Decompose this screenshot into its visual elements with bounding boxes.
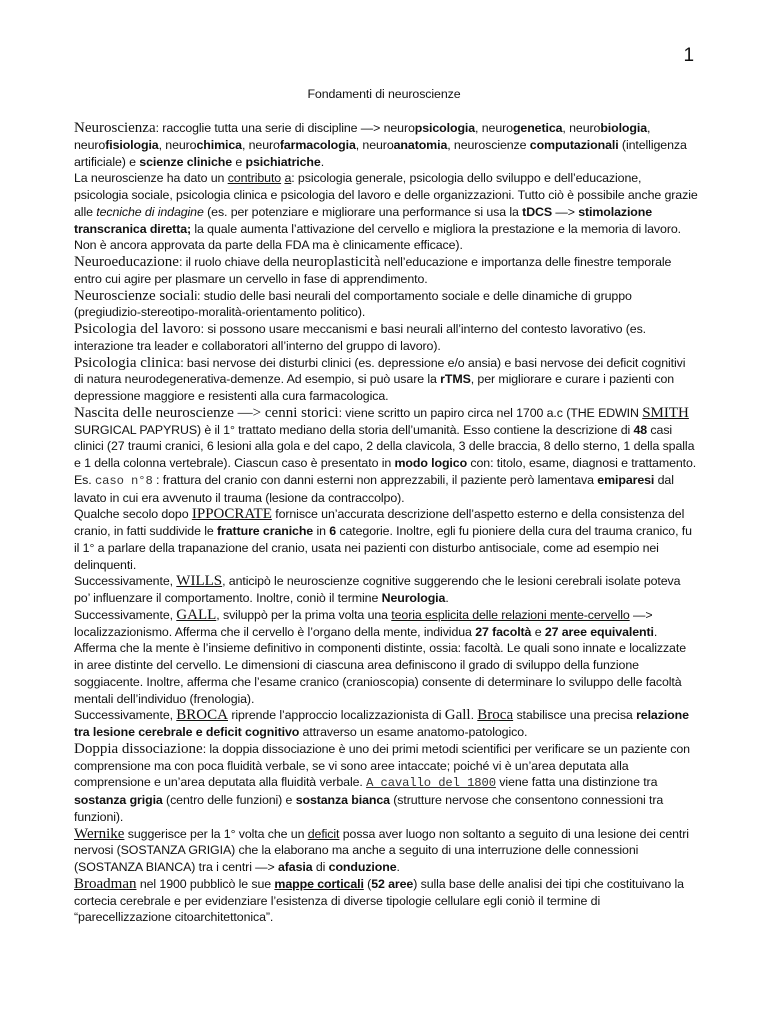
bold-span: 48 <box>633 422 648 437</box>
paragraph-psicologia-lavoro <box>74 321 698 355</box>
mono-span: A cavallo del 1800 <box>366 776 496 791</box>
bold-span: sostanza grigia <box>74 793 163 807</box>
document-body <box>74 120 698 926</box>
text-span: riprende l’approccio localizzazionista di <box>227 708 445 723</box>
underlined-span: contributo <box>227 171 282 186</box>
text-span: e <box>531 624 545 639</box>
text-span: Qualche secolo dopo <box>74 507 192 522</box>
bold-span: farmacologia <box>279 137 356 152</box>
paragraph-psicologia-clinica <box>74 355 698 405</box>
text-span: : frattura del cranio con danni esterni non apprezzabili, il paziente però lamentava <box>152 472 598 487</box>
paragraph-neuroscienza <box>74 120 698 170</box>
paragraph-doppia-dissociazione <box>74 741 698 826</box>
term-doppia-dissociazione: Doppia dissociazione <box>74 740 203 757</box>
bold-span: genetica <box>512 121 563 135</box>
paragraph-cenni-storici <box>74 405 698 507</box>
paragraph-gall <box>74 607 698 708</box>
text-span: , neuro <box>74 121 651 152</box>
text-span: Successivamente, <box>74 708 177 723</box>
text-span: , anticipò le neuroscienze cognitive suggerendo che le lesioni cerebrali isolate poteva po’ influenzare il comportamento. Inoltre, coniò il termine <box>74 574 681 605</box>
text-span: attraverso un esame anatomo-patologico. <box>299 725 528 739</box>
paragraph-broadman <box>74 876 698 926</box>
text-span: Successivamente, <box>74 607 177 622</box>
text-span: stabilisce una precisa <box>513 708 637 723</box>
text-span: (es. per potenziare e migliorare una performance si usa la <box>203 204 523 219</box>
text-span: (centro delle funzioni) e <box>162 793 296 807</box>
paragraph-wills <box>74 573 698 607</box>
term-smith: SMITH <box>642 404 689 421</box>
bold-span: biologia <box>600 121 648 135</box>
text-span: , neuro <box>158 137 197 152</box>
text-span: nell’educazione e importanza delle finestre temporale entro cui agire per plasmare un cervello in fase di apprendimento. <box>74 255 672 286</box>
term-broca: BROCA <box>176 707 228 724</box>
paragraph-wernike <box>74 826 698 876</box>
bold-span: tDCS <box>522 204 553 219</box>
bold-span: 6 <box>329 524 337 538</box>
term-neuroscienza: Neuroscienza <box>74 120 156 136</box>
text-span: , neuro <box>355 137 394 152</box>
text-span: : viene scritto un papiro circa nel 1700 a.c (THE EDWIN <box>338 405 643 420</box>
text-span: , neuroscienze <box>447 137 530 152</box>
term-neuroscienze-sociali: Neuroscienze social <box>74 287 195 304</box>
text-span: . Afferma che la mente è l’insieme definitivo in componenti distinte, ossia: facoltà. Le quali sono innate e localizzate in aree distinte del cervello. Le dimensioni di ciascuna area definiscono il grado di sviluppo della funzione soggiacente. Inoltre, afferma che l’esame cranico (cranioscopia) consente di determinare lo sviluppo delle facoltà mentali dell’individuo (frenologia). <box>74 624 686 706</box>
text-span: casi clinici (27 traumi cranici, 6 lesioni alla gola e del capo, 2 della clavicola, 3 delle braccia, 8 dello sterno, 1 della spalla e 1 della colonna vertebrale). Ciascun caso è presentato in <box>74 422 695 470</box>
text-span: SURGICAL PAPYRUS) è il 1° trattato mediano della storia dell’umanità. Esso contiene la descrizione di <box>74 422 634 437</box>
bold-span: rTMS <box>440 372 471 387</box>
text-span: con: titolo, esame, diagnosi e trattamento. Es. <box>74 456 697 487</box>
bold-span: psicologia <box>414 121 476 135</box>
bold-span: 52 aree <box>371 876 414 891</box>
term-psicologia-clinica: Psicologia clinica <box>74 354 181 371</box>
text-span: , per migliorare e curare i pazienti con depressione maggiore e resistenti alla cura farmacologica. <box>74 372 675 403</box>
text-span: : la doppia dissociazione è uno dei primi metodi scientifici per verificare se un paziente con comprensione ma con poca fluidità verbale, se vi sono aree intaccate; poiché vi è un’area deputata alla comprensione e un’area deputata alla fluidità verbale. <box>74 741 690 790</box>
text-span: . <box>320 154 325 169</box>
text-span: , sviluppò per la prima volta una <box>216 607 392 622</box>
italic-span: tecniche di indagine <box>96 204 204 219</box>
text-span: viene fatta una distinzione tra <box>495 775 658 790</box>
underlined-span: deficit <box>307 826 340 841</box>
paragraph-ippocrate <box>74 506 698 573</box>
bold-span: psichiatriche <box>245 154 321 169</box>
bold-span: chimica <box>196 137 242 152</box>
bold-span: conduzione <box>328 860 397 874</box>
bold-span: fisiologia <box>105 137 159 152</box>
term-broadman: Broadman <box>74 875 137 892</box>
text-span: , neuro <box>475 121 513 135</box>
bold-span: stimolazione transcranica diretta; <box>74 204 653 236</box>
term-gall-ref: Gall <box>444 707 471 724</box>
text-span: —> <box>552 204 579 219</box>
bold-underlined-span: mappe corticali <box>274 876 364 891</box>
paragraph-neuroscienze-sociali <box>74 288 698 322</box>
text-span: ( <box>363 876 372 891</box>
term-neuroeducazione: Neuroeducazione <box>74 254 179 270</box>
text-span: : il ruolo chiave della <box>178 255 293 269</box>
text-span: di <box>312 860 329 874</box>
underlined-span: teoria esplicita delle relazioni mente-cervello <box>391 607 630 622</box>
bold-span: fratture craniche <box>217 524 314 538</box>
bold-span: modo logico <box>394 456 468 470</box>
bold-span: sostanza bianca <box>295 793 390 807</box>
term-gall: GALL <box>176 606 217 623</box>
text-span: Successivamente, <box>74 574 177 589</box>
text-span: (strutture nervose che consentono connessioni tra funzioni). <box>74 793 664 824</box>
bold-span: emiparesi <box>597 472 655 487</box>
bold-span: scienze cliniche <box>139 154 233 169</box>
bold-span: computazionali <box>529 137 619 152</box>
text-span: : si possono usare meccanismi e basi neurali all’interno del contesto lavorativo (es. interazione tra leader e collaboratori all’interno del gruppo di lavoro). <box>74 322 647 353</box>
term-neuroplasticita: neuroplasticità <box>292 254 381 270</box>
page-number: 1 <box>683 45 694 66</box>
text-span: : raccoglie tutta una serie di discipline —> neuro <box>155 121 415 135</box>
text-span: La neuroscienze ha dato un <box>74 171 228 186</box>
underlined-span: a <box>284 171 292 186</box>
text-span: nel 1900 pubblicò le sue <box>136 876 275 891</box>
term-psicologia-lavoro: Psicologia del lavoro <box>74 321 201 337</box>
text-span: categorie. Inoltre, egli fu pioniere della cura del trauma cranico, fu il 1° a parlare della trapanazione del cranio, usata nei pazienti con disturbo antisociale, come ad esempio nei delinquenti. <box>74 524 692 572</box>
text-span: in <box>313 524 330 538</box>
term-nascita-neuroscienze: Nascita delle neuroscienze —> cenni storici <box>74 404 339 421</box>
text-span: —> localizzazionismo. Afferma che il cervello è l’organo della mente, individua <box>74 607 653 639</box>
bold-span: anatomia <box>393 137 448 152</box>
text-span: ) sulla base delle analisi dei tipi che costituivano la cortecia cerebrale e per evidenziare l’esistenza di diverse tipologie cellulare egli coniò il termine di “parecellizzazione citoarchitettonica”. <box>74 876 684 925</box>
term-broca-ref: Broca <box>477 707 514 724</box>
bold-span: 27 facoltà <box>475 624 532 639</box>
bold-span: Neurologia <box>381 591 446 605</box>
text-span: . <box>396 860 400 874</box>
text-span: . <box>470 708 478 723</box>
term-wills: WILLS <box>176 573 223 590</box>
bold-span: relazione tra lesione cerebrale e deficit cognitivo <box>74 708 689 739</box>
document-title: Fondamenti di neuroscienze <box>307 87 461 101</box>
text-span: (intelligenza artificiale) e <box>74 137 687 169</box>
bold-span: afasia <box>277 860 313 874</box>
text-span: dal lavato in cui era avvenuto il trauma (lesione da contraccolpo). <box>74 472 674 505</box>
text-span: : psicologia generale, psicologia dello sviluppo e dell’educazione, psicologia sociale, psicologia clinica e psicologia del lavoro e delle organizzazioni. Tutto ciò è possibile anche grazie alle <box>74 171 698 219</box>
paragraph-neuroeducazione <box>74 254 698 288</box>
text-span: , neuro <box>241 137 280 152</box>
paragraph-broca <box>74 707 698 741</box>
term-wernike: Wernike <box>74 825 125 842</box>
bold-span: 27 aree equivalenti <box>544 624 654 639</box>
text-span: la quale aumenta l’attivazione del cervello e migliora la prestazione e la memoria di lavoro. Non è ancora approvata da parte della FDA ma è clinicamente efficace). <box>74 221 681 253</box>
text-span: fornisce un’accurata descrizione dell’aspetto esterno e della consistenza del cranio, in fatti suddivide le <box>74 507 685 538</box>
mono-span: caso n°8 <box>94 473 153 488</box>
text-span: suggerisce per la 1° volta che un <box>124 826 308 841</box>
text-span: , neuro <box>562 121 601 135</box>
term-ippocrate: IPPOCRATE <box>191 506 272 523</box>
text-span: possa aver luogo non soltanto a seguito di una lesione dei centri nervosi (SOSTANZA GRIGIA) che la elaborano ma anche a seguito di una interruzione delle connessioni (SOSTANZA BIANCA) tra i centri —> <box>74 826 689 874</box>
text-span: : basi nervose dei disturbi clinici (es. depressione e/o ansia) e basi nervose dei deficit cognitivi di natura neurodegenerativa-demenze. Ad esempio, si può usare la <box>74 355 686 387</box>
text-span: . <box>445 591 449 605</box>
text-span: i: studio delle basi neurali del comportamento sociale e delle dinamiche di gruppo (pregiudizio-stereotipo-moralità-orientamento politico). <box>74 288 632 320</box>
paragraph-contributo <box>74 170 698 254</box>
text-span: e <box>232 154 246 169</box>
